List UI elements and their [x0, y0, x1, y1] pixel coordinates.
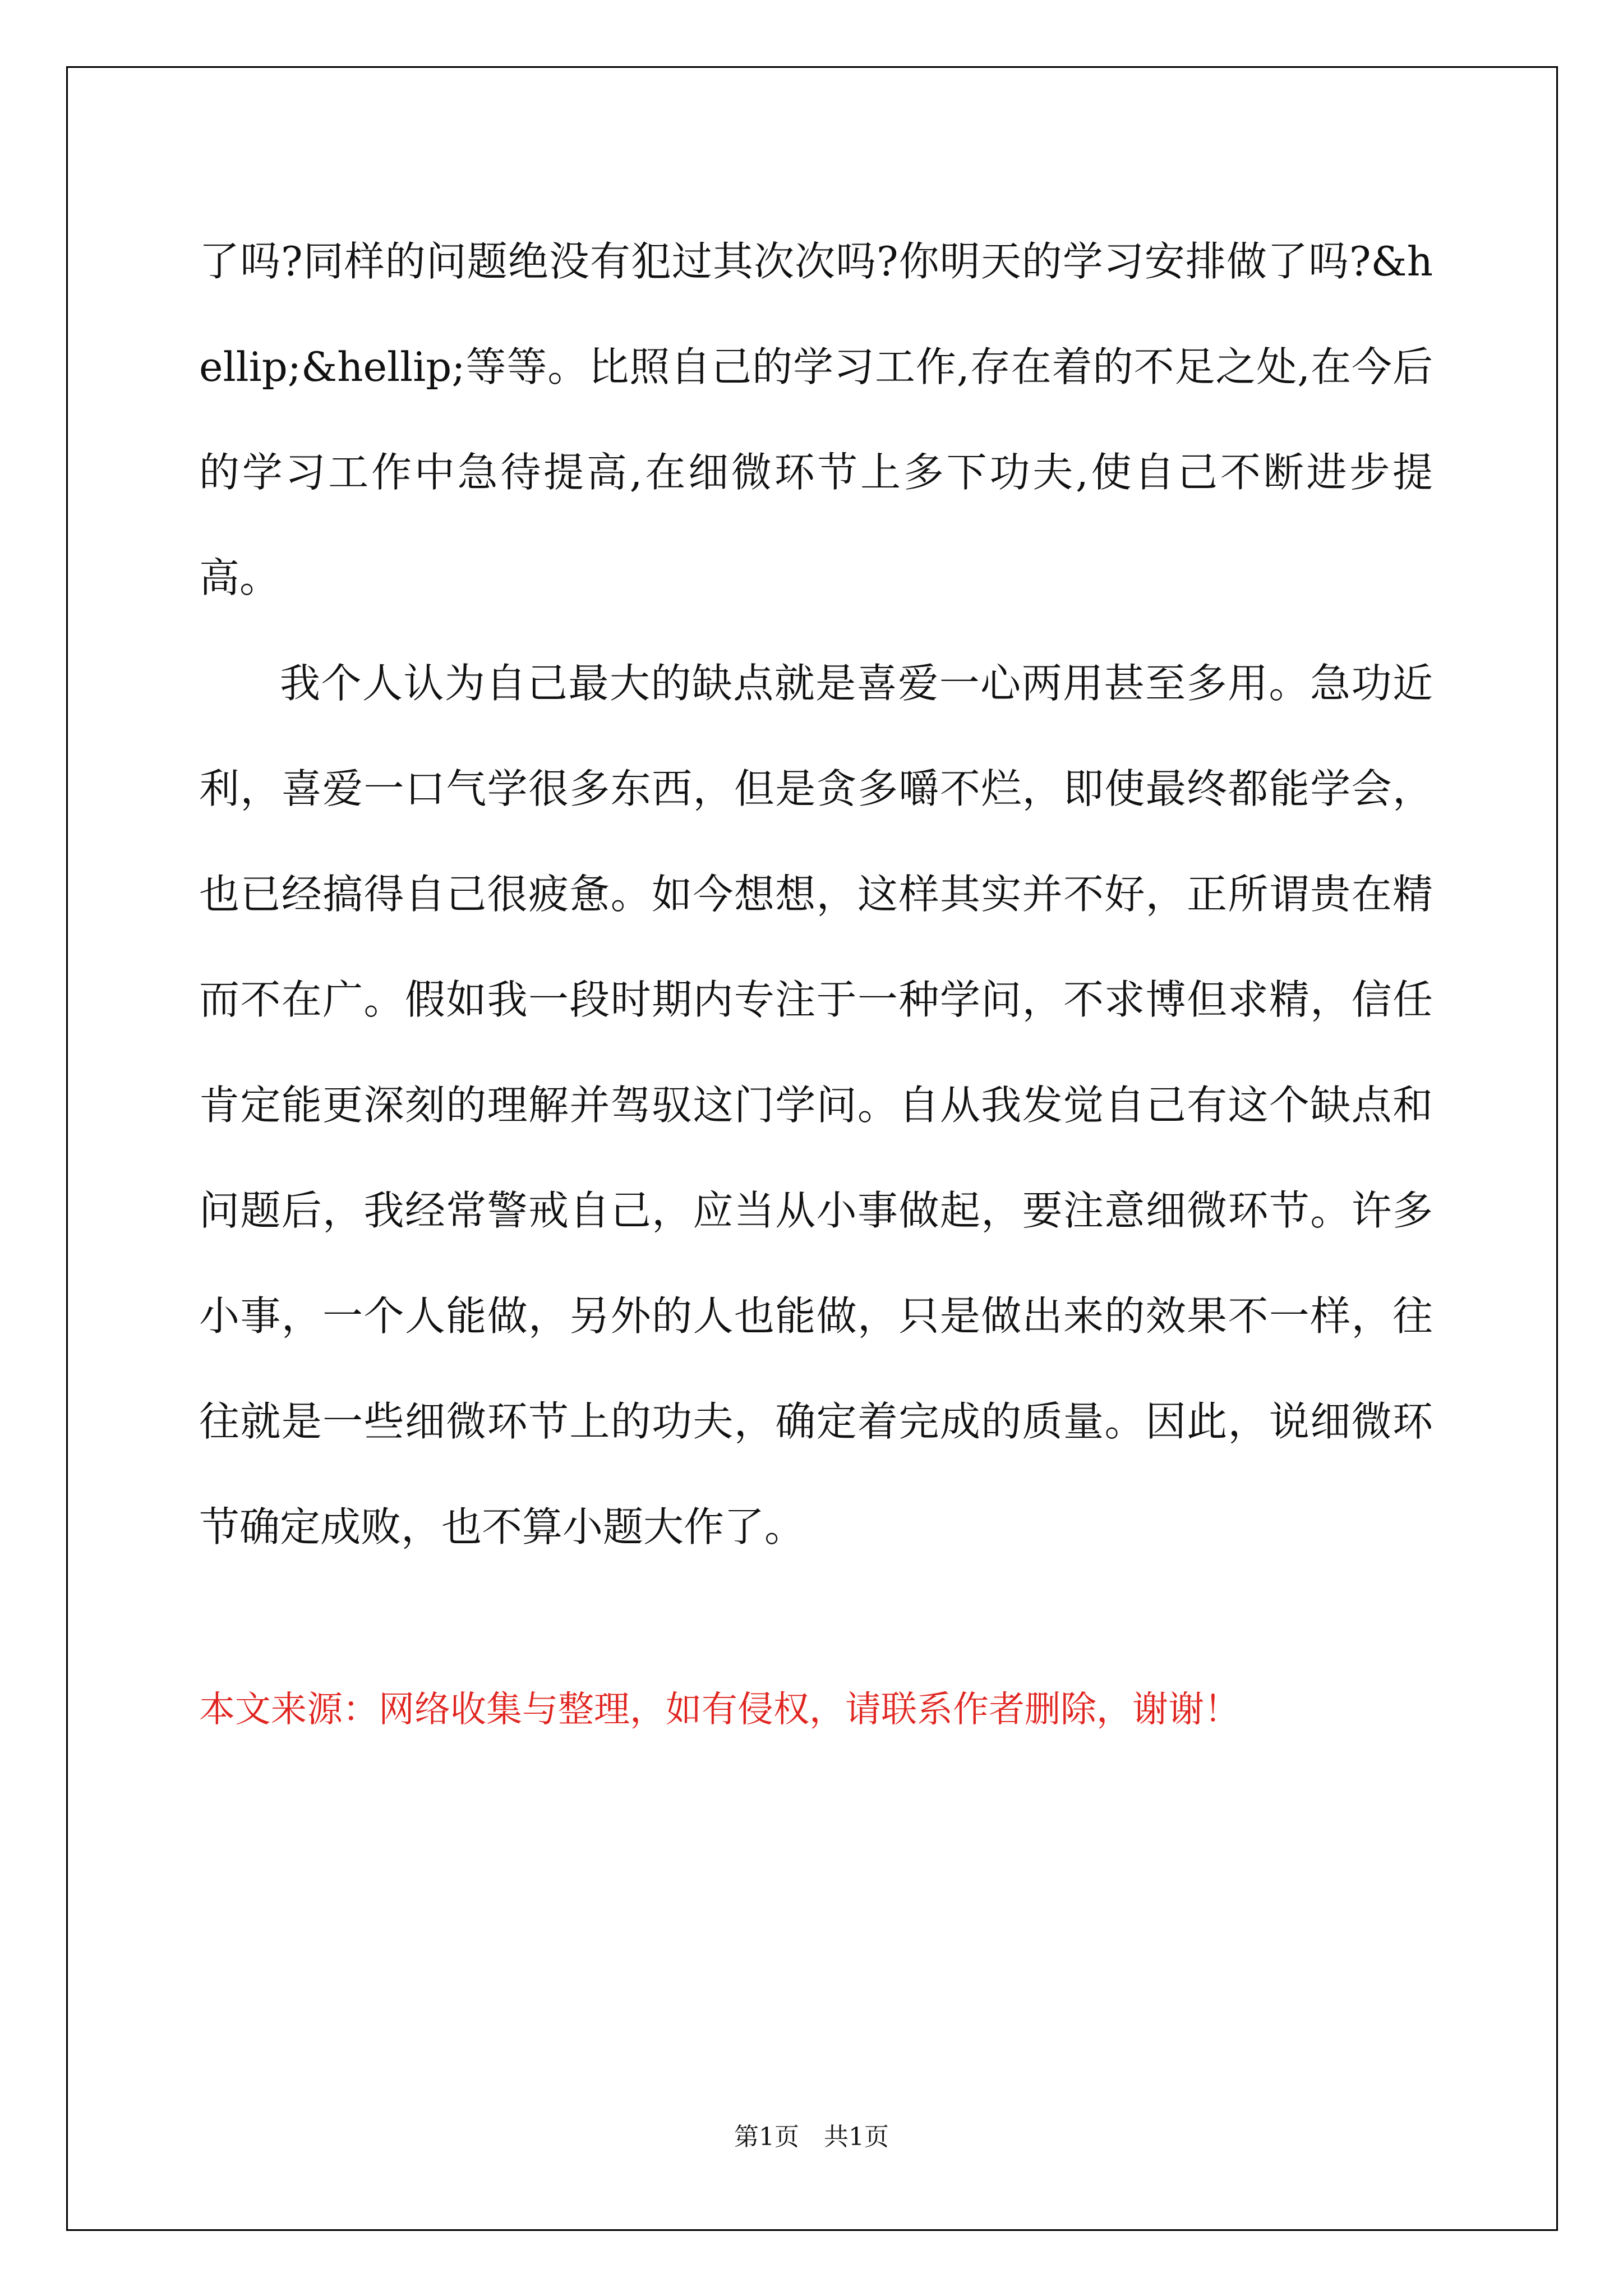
- page-footer: 第1页 共1页: [734, 2123, 889, 2151]
- paragraph-2: 我个人认为自己最大的缺点就是喜爱一心两用甚至多用。急功近利，喜爱一口气学很多东西，但是贪多嚼不烂，即使最终都能学会，也已经搞得自己很疲惫。如今想想，这样其实并不好，正所谓贵在精而不在广。假如我一段时期内专注于一种学问，不求博但求精，信任肯定能更深刻的理解并驾驭这门学问。自从我发觉自己有这个缺点和问题后，我经常警戒自己，应当从小事做起，要注意细微环节。许多小事，一个人能做，另外的人也能做，只是做出来的效果不一样，往往就是一些细微环节上的功夫，确定着完成的质量。因此，说细微环节确定成败，也不算小题大作了。: [199, 660, 1433, 1550]
- document-body: [199, 209, 1433, 1580]
- source-note: 本文来源：网络收集与整理，如有侵权，请联系作者删除，谢谢！: [199, 1689, 1240, 1731]
- paragraph-1: 了吗?同样的问题绝没有犯过其次次吗?你明天的学习安排做了吗?&hellip;&hellip;等等。比照自己的学习工作,存在着的不足之处,在今后的学习工作中急待提高,在细微环节上多下功夫,使自己不断进步提高。: [199, 238, 1433, 601]
